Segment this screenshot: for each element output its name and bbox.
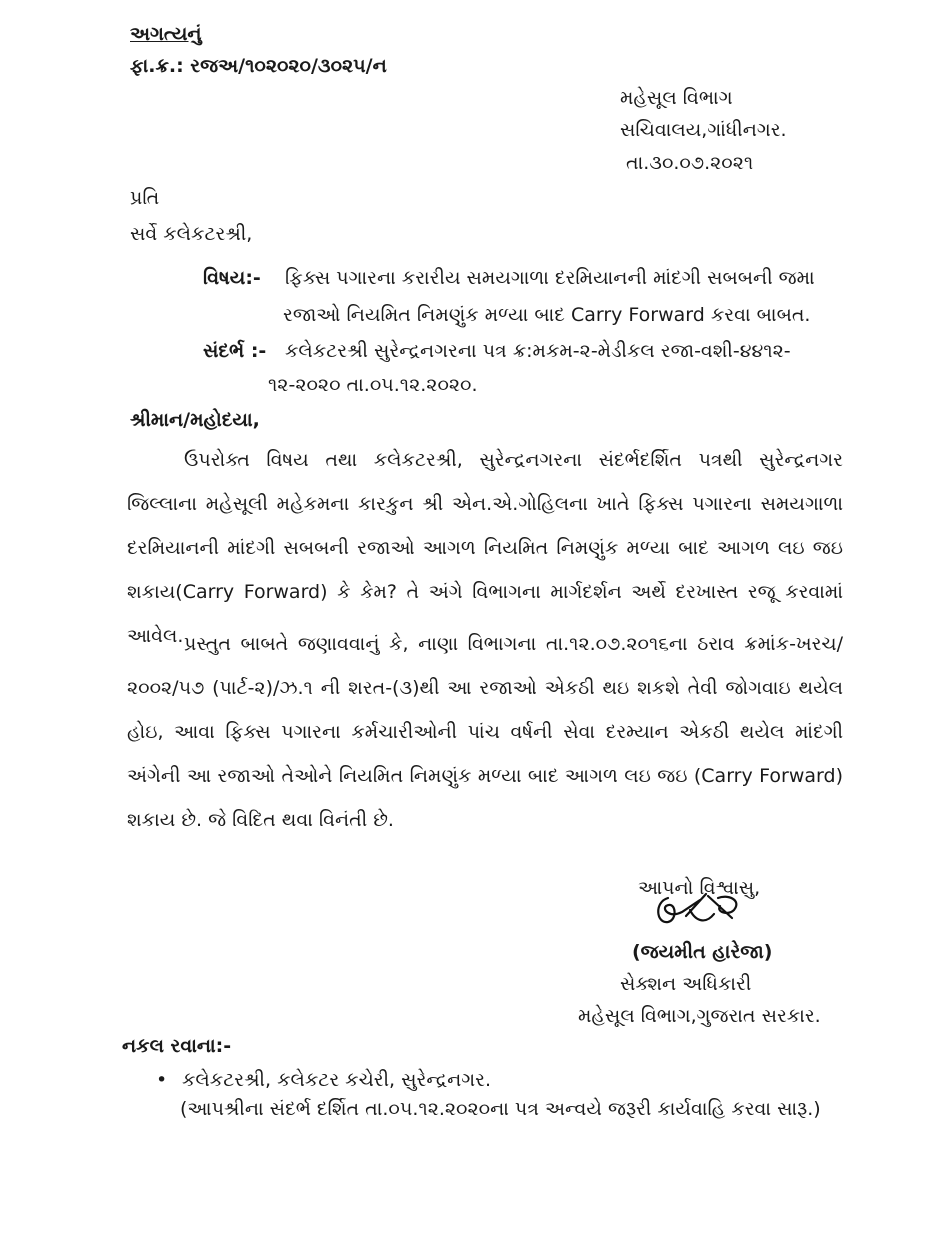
closing-regards: આપનો વિશ્વાસુ, — [638, 877, 761, 899]
signatory-name: (જયમીત હારેજા) — [632, 941, 773, 963]
subject-line-2: રજાઓ નિયમિત નિમણુંક મળ્યા બાદ Carry Forward કરવા બાબત. — [283, 304, 811, 326]
recipient-name: સર્વે કલેકટરશ્રી, — [130, 223, 253, 245]
sender-department: મહેસૂલ વિભાગ — [620, 87, 733, 109]
urgency-label: અગત્યનું — [130, 23, 202, 45]
reference-line-2: ૧૨-૨૦૨૦ તા.૦૫.૧૨.૨૦૨૦. — [268, 374, 478, 396]
reference-label: સંદર્ભ :- — [203, 340, 267, 362]
signature-image — [648, 888, 758, 940]
body-paragraph-2: પ્રસ્તુત બાબતે જણાવવાનું કે, નાણા વિભાગના તા.૧૨.૦૭.૨૦૧૬ના ઠરાવ ક્રમાંક-ખરચ/૨૦૦૨/૫૭ (પાર્ટ-૨)/ઝ.૧ ની શરત-(૩)થી આ રજાઓ એકઠી થઇ શકશે તેવી જોગવાઇ થયેલ હોઇ, આવા ફિક્સ પગારના કર્મચારીઓની પાંચ વર્ષની સેવા દરમ્યાન એકઠી થયેલ માંદગી અંગેની આ રજાઓ તેઓને નિયમિત નિમણુંક મળ્યા બાદ આગળ લઇ જઇ (Carry Forward) શકાય છે. જે વિદિત થવા વિનંતી છે. — [127, 633, 843, 831]
copy-to-item: કલેકટરશ્રી, કલેકટર કચેરી, સુરેન્દ્રનગર. — [182, 1069, 491, 1091]
copy-to-bullet: • — [156, 1069, 168, 1091]
recipient-to: પ્રતિ — [130, 187, 160, 209]
copy-to-label: નકલ રવાના:- — [122, 1035, 232, 1057]
signatory-designation: સેક્શન અધિકારી — [620, 973, 752, 995]
sender-address: સચિવાલય,ગાંધીનગર. — [620, 119, 787, 141]
file-number: ફા.ક્ર.: રજઅ/૧૦૨૦૨૦/૩૦૨૫/ન — [130, 55, 387, 77]
body-paragraph-1: ઉપરોક્ત વિષય તથા કલેકટરશ્રી, સુરેન્દ્રનગરના સંદર્ભદર્શિત પત્રથી સુરેન્દ્રનગર જિલ્લાના મહેસૂલી મહેકમના કારકુન શ્રી એન.એ.ગોહિલના ખાતે ફિક્સ પગારના સમયગાળા દરમિયાનની માંદગી સબબની રજાઓ આગળ નિયમિત નિમણુંક મળ્યા બાદ આગળ લઇ જઇ શકાય(Carry Forward) કે કેમ? તે અંગે વિભાગના માર્ગદર્શન અર્થે દરખાસ્ત રજૂ કરવામાં આવેલ. — [127, 449, 843, 647]
subject-label: વિષય:- — [203, 267, 261, 289]
signatory-office: મહેસૂલ વિભાગ,ગુજરાત સરકાર. — [578, 1005, 821, 1027]
letter-date: તા.૩૦.૦૭.૨૦૨૧ — [626, 152, 754, 174]
salutation: શ્રીમાન/મહોદયા, — [130, 409, 260, 431]
subject-line-1: ફિક્સ પગારના કરારીય સમયગાળા દરમિયાનની માંદગી સબબની જમા — [285, 267, 815, 289]
reference-line-1: કલેકટરશ્રી સુરેન્દ્રનગરના પત્ર ક્ર:મકમ-૨-મેડીકલ રજા-વશી-૪૪૧૨- — [285, 340, 791, 362]
copy-to-note: (આપશ્રીના સંદર્ભ દર્શિત તા.૦૫.૧૨.૨૦૨૦ના પત્ર અન્વયે જરૂરી કાર્યવાહિ કરવા સારૂ.) — [180, 1098, 821, 1120]
